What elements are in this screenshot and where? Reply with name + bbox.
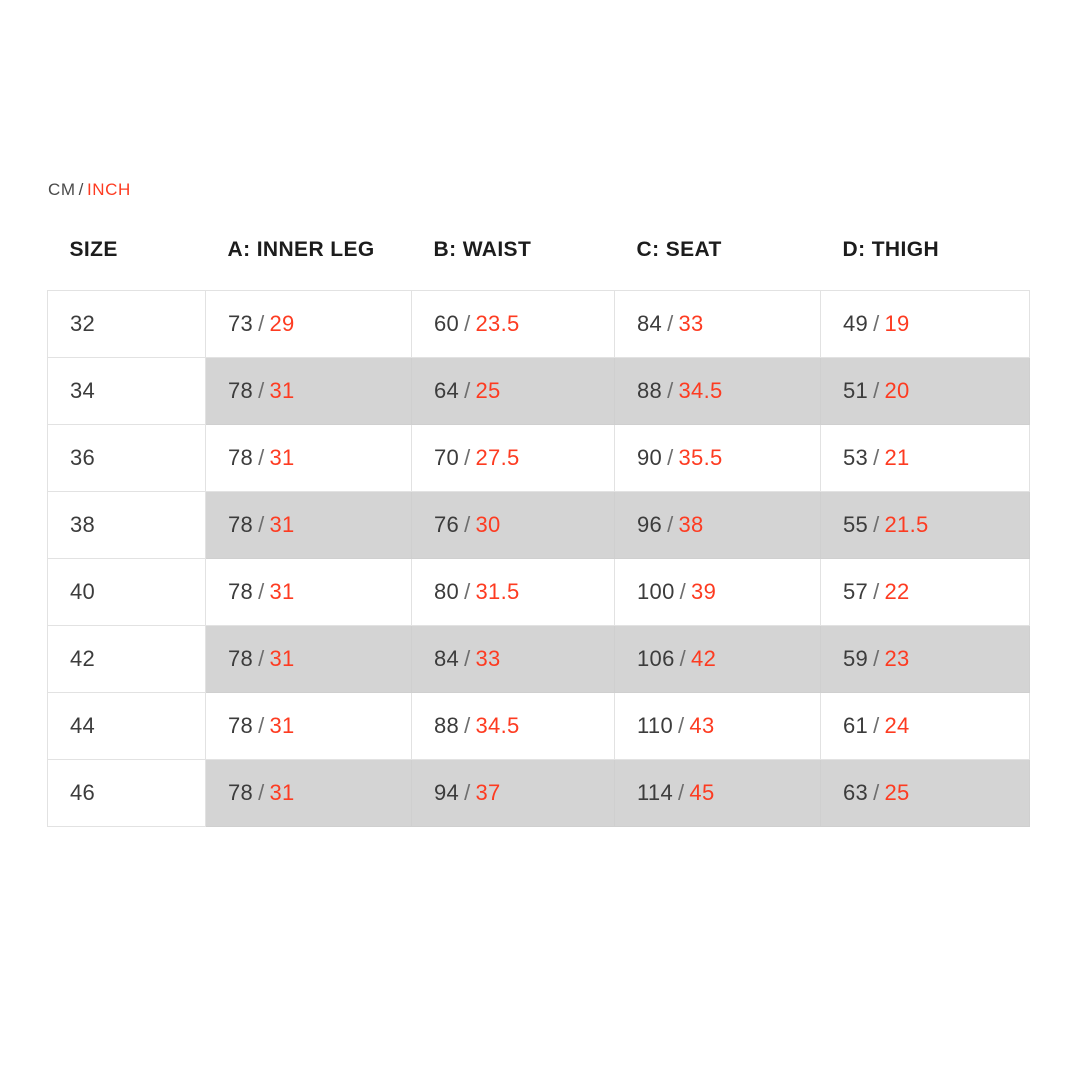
- cell-size: 46: [48, 760, 206, 827]
- value-inch: 31: [269, 713, 295, 738]
- value-inch: 19: [884, 311, 910, 336]
- value-cm: 78: [228, 445, 254, 470]
- cell-size: 42: [48, 626, 206, 693]
- value-separator: /: [464, 780, 471, 805]
- value-separator: /: [464, 579, 471, 604]
- value-cm: 88: [434, 713, 460, 738]
- cell-waist: [412, 559, 615, 626]
- cell-thigh: [821, 425, 1030, 492]
- cell-inner-leg: [206, 358, 412, 425]
- cell-size: 36: [48, 425, 206, 492]
- cell-waist: [412, 693, 615, 760]
- value-cm: 76: [434, 512, 460, 537]
- cell-thigh: [821, 693, 1030, 760]
- table-header: [48, 238, 1030, 291]
- value-cm: 63: [843, 780, 869, 805]
- value-cm: 73: [228, 311, 254, 336]
- unit-legend-separator: /: [78, 180, 84, 199]
- cell-inner-leg: [206, 693, 412, 760]
- value-inch: 20: [884, 378, 910, 403]
- table-row: [48, 358, 1030, 425]
- cell-size: 34: [48, 358, 206, 425]
- value-cm: 55: [843, 512, 869, 537]
- value-inch: 34.5: [678, 378, 723, 403]
- value-separator: /: [464, 646, 471, 671]
- value-cm: 78: [228, 378, 254, 403]
- value-separator: /: [873, 646, 880, 671]
- cell-size: 40: [48, 559, 206, 626]
- value-inch: 21.5: [884, 512, 929, 537]
- cell-thigh: [821, 760, 1030, 827]
- cell-seat: [615, 358, 821, 425]
- value-inch: 45: [689, 780, 715, 805]
- value-separator: /: [873, 579, 880, 604]
- column-header-waist: B: WAIST: [412, 238, 615, 291]
- value-inch: 22: [884, 579, 910, 604]
- value-inch: 38: [678, 512, 704, 537]
- value-cm: 78: [228, 780, 254, 805]
- cell-thigh: [821, 358, 1030, 425]
- value-separator: /: [464, 445, 471, 470]
- table-row: [48, 760, 1030, 827]
- column-header-inner-leg: A: INNER LEG: [206, 238, 412, 291]
- value-inch: 31: [269, 445, 295, 470]
- table-header-row: [48, 238, 1030, 291]
- unit-legend-inch: INCH: [86, 180, 131, 199]
- table-row: [48, 492, 1030, 559]
- cell-seat: [615, 425, 821, 492]
- cell-size: 44: [48, 693, 206, 760]
- value-separator: /: [667, 378, 674, 403]
- value-separator: /: [677, 713, 685, 738]
- value-separator: /: [464, 713, 471, 738]
- value-cm: 96: [637, 512, 663, 537]
- value-separator: /: [873, 780, 880, 805]
- value-inch: 23.5: [475, 311, 520, 336]
- cell-seat: [615, 492, 821, 559]
- value-cm: 61: [843, 713, 869, 738]
- value-inch: 24: [884, 713, 910, 738]
- value-separator: /: [679, 579, 687, 604]
- table-body: [48, 291, 1030, 827]
- value-cm: 84: [434, 646, 460, 671]
- cell-seat: [615, 626, 821, 693]
- value-inch: 25: [884, 780, 910, 805]
- cell-thigh: [821, 626, 1030, 693]
- cell-seat: [615, 760, 821, 827]
- cell-waist: [412, 626, 615, 693]
- cell-waist: [412, 492, 615, 559]
- value-separator: /: [258, 646, 265, 671]
- value-cm: 53: [843, 445, 869, 470]
- value-separator: /: [258, 311, 265, 336]
- value-cm: 59: [843, 646, 869, 671]
- cell-size: 38: [48, 492, 206, 559]
- value-separator: /: [667, 311, 674, 336]
- cell-seat: [615, 693, 821, 760]
- value-inch: 31: [269, 512, 295, 537]
- value-inch: 43: [689, 713, 715, 738]
- column-header-seat: C: SEAT: [615, 238, 821, 291]
- cell-thigh: [821, 492, 1030, 559]
- value-separator: /: [667, 512, 674, 537]
- cell-waist: [412, 358, 615, 425]
- table-row: [48, 559, 1030, 626]
- value-cm: 84: [637, 311, 663, 336]
- value-inch: 33: [475, 646, 501, 671]
- value-inch: 34.5: [475, 713, 520, 738]
- value-separator: /: [258, 713, 265, 738]
- value-inch: 27.5: [475, 445, 520, 470]
- cell-waist: [412, 760, 615, 827]
- value-inch: 31: [269, 646, 295, 671]
- value-inch: 39: [691, 579, 717, 604]
- value-cm: 114: [637, 780, 673, 805]
- value-inch: 35.5: [678, 445, 723, 470]
- value-separator: /: [873, 445, 880, 470]
- value-separator: /: [258, 445, 265, 470]
- value-inch: 23: [884, 646, 910, 671]
- value-cm: 78: [228, 512, 254, 537]
- value-cm: 106: [637, 646, 675, 671]
- cell-inner-leg: [206, 425, 412, 492]
- value-separator: /: [873, 512, 880, 537]
- value-separator: /: [258, 579, 265, 604]
- value-separator: /: [667, 445, 674, 470]
- value-inch: 31: [269, 780, 295, 805]
- table-row: [48, 693, 1030, 760]
- value-cm: 88: [637, 378, 663, 403]
- value-cm: 110: [637, 713, 673, 738]
- column-header-thigh: D: THIGH: [821, 238, 1030, 291]
- value-cm: 90: [637, 445, 663, 470]
- value-cm: 64: [434, 378, 460, 403]
- cell-inner-leg: [206, 760, 412, 827]
- value-separator: /: [677, 780, 685, 805]
- cell-inner-leg: [206, 559, 412, 626]
- value-separator: /: [873, 311, 880, 336]
- value-inch: 30: [475, 512, 501, 537]
- cell-size: 32: [48, 291, 206, 358]
- unit-legend-cm: CM: [48, 180, 76, 199]
- value-separator: /: [464, 378, 471, 403]
- unit-legend: [48, 180, 131, 200]
- value-inch: 42: [691, 646, 717, 671]
- cell-thigh: [821, 291, 1030, 358]
- value-inch: 25: [475, 378, 501, 403]
- cell-waist: [412, 425, 615, 492]
- table-row: [48, 425, 1030, 492]
- value-inch: 31.5: [475, 579, 520, 604]
- value-inch: 31: [269, 579, 295, 604]
- value-cm: 80: [434, 579, 460, 604]
- value-inch: 29: [269, 311, 295, 336]
- table-row: [48, 291, 1030, 358]
- value-cm: 51: [843, 378, 869, 403]
- cell-inner-leg: [206, 492, 412, 559]
- size-chart-table: [47, 238, 1030, 827]
- value-cm: 57: [843, 579, 869, 604]
- value-inch: 37: [475, 780, 501, 805]
- cell-seat: [615, 559, 821, 626]
- value-cm: 78: [228, 646, 254, 671]
- value-separator: /: [873, 378, 880, 403]
- cell-waist: [412, 291, 615, 358]
- value-separator: /: [464, 512, 471, 537]
- value-separator: /: [873, 713, 880, 738]
- cell-inner-leg: [206, 291, 412, 358]
- value-separator: /: [258, 780, 265, 805]
- cell-thigh: [821, 559, 1030, 626]
- cell-seat: [615, 291, 821, 358]
- value-cm: 94: [434, 780, 460, 805]
- value-inch: 31: [269, 378, 295, 403]
- table-row: [48, 626, 1030, 693]
- value-cm: 70: [434, 445, 460, 470]
- value-cm: 100: [637, 579, 675, 604]
- value-inch: 33: [678, 311, 704, 336]
- value-separator: /: [258, 512, 265, 537]
- cell-inner-leg: [206, 626, 412, 693]
- value-cm: 49: [843, 311, 869, 336]
- value-separator: /: [258, 378, 265, 403]
- value-cm: 78: [228, 579, 254, 604]
- column-header-size: SIZE: [48, 238, 206, 291]
- value-cm: 78: [228, 713, 254, 738]
- value-separator: /: [679, 646, 687, 671]
- value-cm: 60: [434, 311, 460, 336]
- value-separator: /: [464, 311, 471, 336]
- value-inch: 21: [884, 445, 910, 470]
